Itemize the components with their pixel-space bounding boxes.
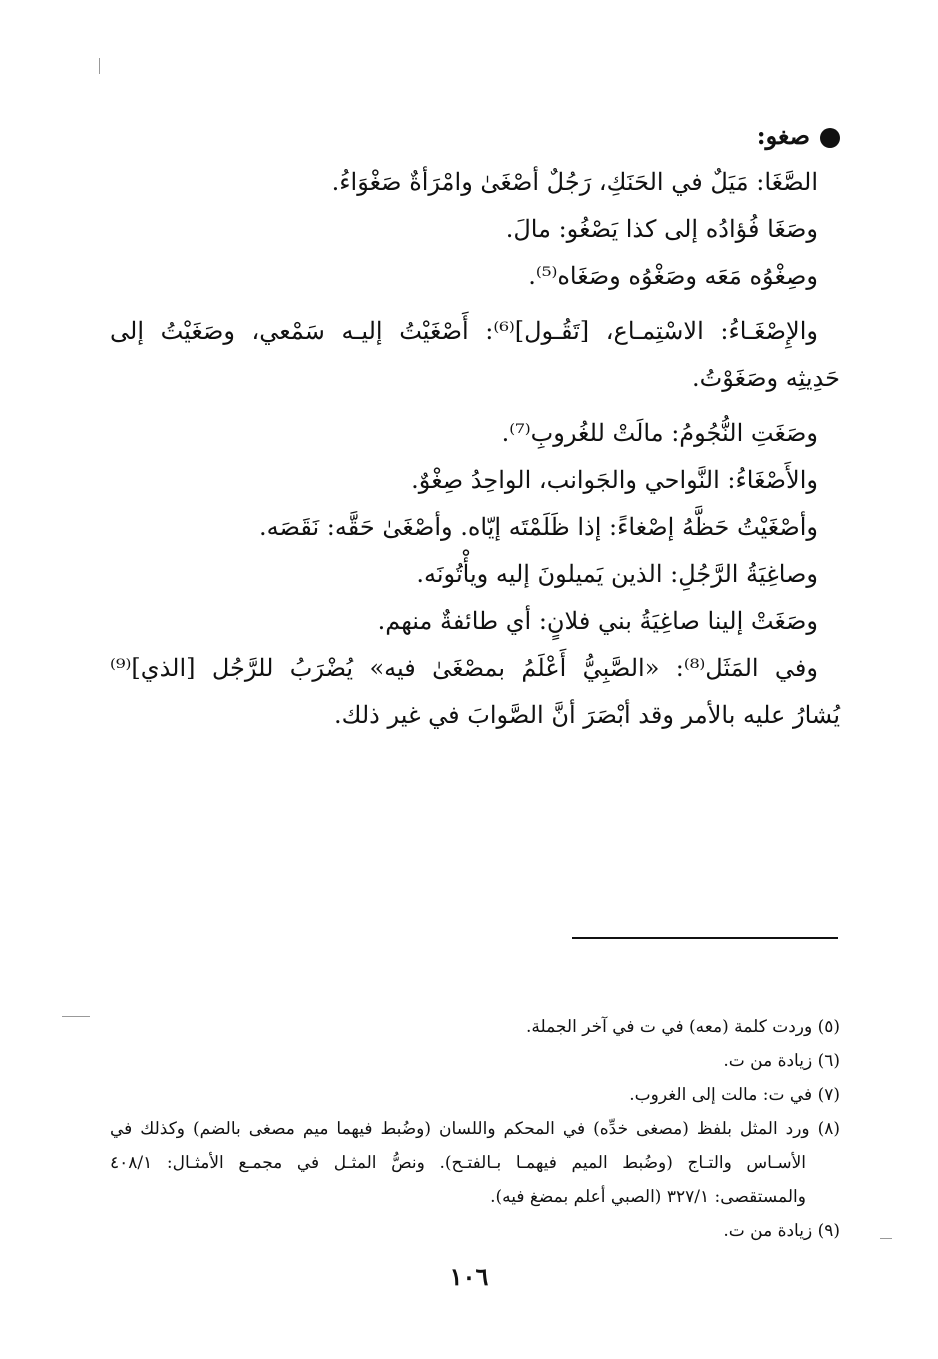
bullet-icon <box>820 128 840 148</box>
footnote-continuation: الأسـاس والتـاج (وضُبط الميم فيهمـا بـالفتـح). ونصُّ المثـل في مجمـع الأمثـال: ٤٠٨/١ <box>110 1153 806 1173</box>
entry-headword: صغو: <box>756 121 810 150</box>
footnote: (٦) زيادة من ت. <box>723 1051 840 1071</box>
entry-line: يُشارُ عليه بالأمر وقد أبْصَرَ أنَّ الصَّوابَ في غير ذلك. <box>334 701 840 729</box>
entry-line: وفي المَثَل⁽⁸⁾: «الصَّبِيُّ أَعْلَمُ بمصْغَىٰ فيه» يُضْرَبُ للرَّجُل [الذي]⁽⁹⁾ <box>110 654 818 682</box>
page-number: ١٠٦ <box>449 1262 489 1291</box>
entry-line: وأصْغَيْتُ حَظَّهُ إصْغاءً: إذا ظَلَمْتَه إيّاه. وأصْغَىٰ حَقَّه: نَقَصَه. <box>259 513 818 541</box>
footnote-continuation: والمستقصى: ٣٢٧/١ (الصبي أعلم بمضغ فيه). <box>490 1187 806 1207</box>
scan-mark-right <box>880 1238 892 1239</box>
entry-line: وصِغْوُه مَعَه وصَغْوُه وصَغَاه⁽⁵⁾. <box>528 262 818 290</box>
entry-line: وصَغَتْ إلينا صاغِيَةُ بني فلانٍ: أي طائفةٌ منهم. <box>377 607 818 635</box>
entry-line: وصَغَتِ النُّجُومُ: مالَتْ للغُروبِ⁽⁷⁾. <box>501 419 818 447</box>
entry-line: والإِصْغَـاءُ: الاسْتِمـاع، [تَقُـول]⁽⁶⁾: أَصْغَيْتُ إليـه سَمْعي، وصَغَيْتُ إلى <box>110 317 818 345</box>
entry-line: الصَّغَا: مَيَلٌ في الحَنَكِ، رَجُلٌ أصْغَىٰ وامْرَأةٌ صَغْوَاءُ. <box>331 168 818 196</box>
footnote: (٧) في ت: مالت إلى الغروب. <box>629 1085 840 1105</box>
entry-line: حَدِيثِه وصَغَوْتُ. <box>691 364 840 392</box>
entry-line: وصاغِيَةُ الرَّجُلِ: الذين يَميلونَ إليه ويأْتُونَه. <box>416 560 818 588</box>
footnotes <box>110 1010 840 1248</box>
entry-line: وصَغَا فُؤادُه إلى كذا يَصْغُو: مالَ. <box>505 215 818 243</box>
scan-mark-top <box>99 58 100 74</box>
entry-headword-line <box>110 112 840 159</box>
scan-mark-left <box>62 1016 90 1017</box>
entry-line: والأَصْغَاءُ: النَّواحي والجَوانب، الواحِدُ صِغْوٌ. <box>411 466 818 494</box>
entry-body <box>110 112 840 739</box>
footnote-separator <box>572 937 838 939</box>
footnote: (٥) وردت كلمة (معه) في ت في آخر الجملة. <box>525 1017 840 1037</box>
footnote: (٩) زيادة من ت. <box>723 1221 840 1241</box>
footnote: (٨) ورد المثل بلفظ (مصغى خدِّه) في المحكم واللسان (وضُبط فيهما ميم مصغى بالضم) وكذلك في <box>110 1119 840 1139</box>
